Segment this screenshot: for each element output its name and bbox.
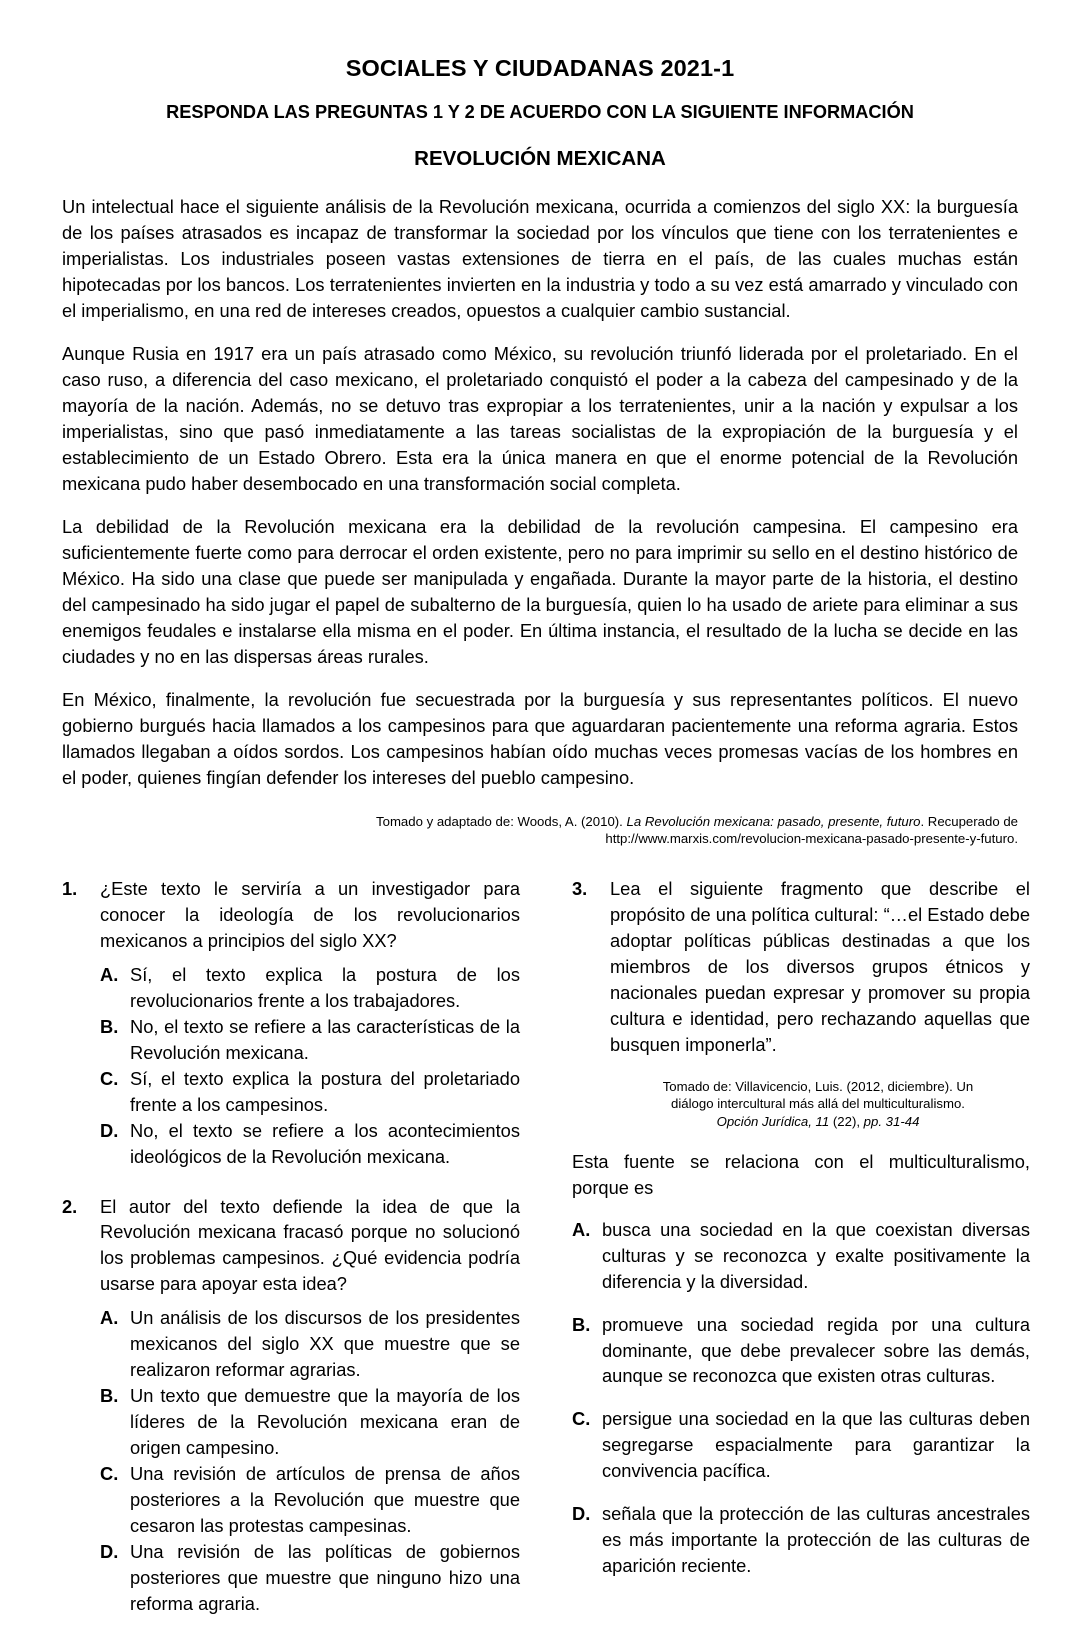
source-line-1	[62, 813, 1018, 831]
section-title: REVOLUCIÓN MEXICANA	[414, 146, 666, 170]
reading-passage	[62, 194, 1018, 790]
source-line-1: Tomado de: Villavicencio, Luis. (2012, diciembre). Un	[662, 1078, 974, 1094]
question-1-text: ¿Este texto le serviría a un investigador para conocer la ideología de los revolucionarios mexicanos a principios del siglo XX?	[100, 877, 520, 951]
option-letter: D.	[100, 1119, 119, 1141]
option-2-b[interactable]	[100, 1383, 520, 1461]
questions-columns	[62, 876, 1030, 1617]
option-letter: C.	[572, 1408, 591, 1430]
question-3-number: 3.	[572, 877, 588, 899]
option-text: Una revisión de artículos de prensa de años posteriores a la Revolución que muestre que cesaron las protestas campesinas.	[130, 1463, 520, 1537]
question-3-stem	[572, 876, 1030, 1058]
source-prefix: Tomado y adaptado de: Woods, A. (2010).	[376, 813, 627, 829]
option-3-c[interactable]	[572, 1406, 1030, 1484]
journal-pages: pp. 31-44	[863, 1114, 920, 1129]
option-text: busca una sociedad en la que coexistan diversas culturas y se reconozca y exalte positivamente la diferencia y la diversidad.	[602, 1218, 1030, 1292]
question-3	[572, 876, 1030, 1579]
question-2-options	[62, 1305, 520, 1617]
question-1-stem	[62, 876, 520, 954]
option-letter: D.	[100, 1541, 119, 1563]
right-column	[572, 876, 1030, 1617]
question-2-text: El autor del texto defiende la idea de que la Revolución mexicana fracasó porque no solucionó los problemas campesinos. ¿Qué evidencia podría usarse para apoyar esta idea?	[100, 1195, 520, 1295]
option-1-c[interactable]	[100, 1066, 520, 1118]
journal-issue: (22),	[829, 1114, 864, 1129]
option-text: señala que la protección de las culturas ancestrales es más importante la protección de las culturas de aparición reciente.	[602, 1503, 1030, 1577]
question-2-stem	[62, 1194, 520, 1298]
option-1-b[interactable]	[100, 1014, 520, 1066]
passage-paragraph: Aunque Rusia en 1917 era un país atrasado como México, su revolución triunfó liderada por el proletariado. En el caso ruso, a diferencia del caso mexicano, el proletariado conquistó el poder a la cabeza del campesinado y de la mayoría de la nación. Además, no se detuvo tras expropiar a los terratenientes, unir a la nación y expulsar a los imperialistas, sino que pasó inmediatamente a las tareas socialistas de la expropiación de la burguesía y el establecimiento de un Estado Obrero. Esta era la única manera en que el enorme potencial de la Revolución mexicana pudo haber desembocado en una transformación social completa.	[62, 343, 1018, 495]
left-column	[62, 876, 520, 1617]
question-3-options	[572, 1217, 1030, 1580]
option-2-d[interactable]	[100, 1539, 520, 1617]
source-suffix: . Recuperado de	[920, 813, 1018, 829]
option-letter: C.	[100, 1067, 119, 1089]
option-2-c[interactable]	[100, 1461, 520, 1539]
option-text: persigue una sociedad en la que las culturas deben segregarse espacialmente para garantizar la convivencia pacífica.	[602, 1408, 1030, 1482]
option-letter: A.	[100, 1307, 119, 1329]
question-3-source-note	[572, 1078, 1030, 1131]
question-2-number: 2.	[62, 1195, 78, 1217]
instruction-heading: RESPONDA LAS PREGUNTAS 1 Y 2 DE ACUERDO CON LA SIGUIENTE INFORMACIÓN	[166, 101, 914, 122]
source-title-italic: La Revolución mexicana: pasado, presente, futuro	[626, 813, 921, 829]
source-line-2: diálogo intercultural más allá del multiculturalismo.	[671, 1096, 965, 1112]
journal-name: Opción Jurídica, 11	[716, 1114, 830, 1129]
option-2-a[interactable]	[100, 1305, 520, 1383]
option-3-d[interactable]	[572, 1501, 1030, 1579]
source-url: http://www.marxis.com/revolucion-mexicana-pasado-presente-y-futuro.	[605, 831, 1018, 847]
passage-paragraph: En México, finalmente, la revolución fue secuestrada por la burguesía y sus representantes políticos. El nuevo gobierno burgués hacia llamados a los campesinos para que aguardaran pacientemente una reforma agraria. Estos llamados llegaban a oídos sordos. Los campesinos habían oído muchas veces promesas vacías de los hombres en el poder, quienes fingían defender los intereses del pueblo campesino.	[62, 688, 1018, 788]
option-text: promueve una sociedad regida por una cultura dominante, que debe prevalecer sobre las demás, aunque se reconozca que existen otras culturas.	[602, 1313, 1030, 1387]
option-text: Sí, el texto explica la postura de los revolucionarios frente a los trabajadores.	[130, 963, 520, 1011]
question-1-number: 1.	[62, 877, 78, 899]
option-text: No, el texto se refiere a las características de la Revolución mexicana.	[130, 1015, 520, 1063]
question-1	[62, 876, 520, 1170]
option-letter: A.	[572, 1218, 591, 1240]
option-letter: B.	[100, 1385, 119, 1407]
option-3-b[interactable]	[572, 1312, 1030, 1390]
question-1-options	[62, 962, 520, 1170]
option-letter: B.	[572, 1313, 591, 1335]
option-text: Una revisión de las políticas de gobiernos posteriores que muestre que ninguno hizo una reforma agraria.	[130, 1541, 520, 1615]
option-text: Un análisis de los discursos de los presidentes mexicanos del siglo XX que muestre que se realizaron reformar agrarias.	[130, 1307, 520, 1381]
option-text: Sí, el texto explica la postura del proletariado frente a los campesinos.	[130, 1067, 520, 1115]
source-line-3	[612, 1113, 1024, 1131]
question-3-text: Lea el siguiente fragmento que describe el propósito de una política cultural: “…el Estado debe adoptar políticas públicas destinadas a que los miembros de los diversos grupos étnicos y nacionales puedan expresar y promover su propia cultura e identidad, pero rechazando aquellas que busquen imponerla”.	[610, 877, 1030, 1055]
option-letter: B.	[100, 1015, 119, 1037]
page-title: SOCIALES Y CIUDADANAS 2021-1	[345, 55, 735, 81]
question-2	[62, 1194, 520, 1618]
question-3-lead-in: Esta fuente se relaciona con el multiculturalismo, porque es	[572, 1150, 1030, 1198]
passage-paragraph: La debilidad de la Revolución mexicana era la debilidad de la revolución campesina. El campesino era suficientemente fuerte como para derrocar el orden existente, pero no para imprimir su sello en el destino histórico de México. Ha sido una clase que puede ser manipulada y engañada. Durante la mayor parte de la historia, el destino del campesinado ha sido jugar el papel de subalterno de la burguesía, quien lo ha usado de ariete para eliminar a sus enemigos feudales e instalarse ella misma en el poder. En última instancia, el resultado de la lucha se decide en las ciudades y no en las dispersas áreas rurales.	[62, 516, 1018, 667]
passage-source-note	[62, 813, 1018, 848]
option-letter: C.	[100, 1463, 119, 1485]
option-3-a[interactable]	[572, 1217, 1030, 1295]
passage-paragraph: Un intelectual hace el siguiente análisis de la Revolución mexicana, ocurrida a comienzos del siglo XX: la burguesía de los países atrasados es incapaz de transformar la sociedad por los vínculos que tiene con los terratenientes e imperialistas. Los industriales poseen vastas extensiones de tierra en el país, de las cuales muchas están hipotecadas por los bancos. Los terratenientes invierten en la industria y todo a su vez está amarrado y vinculado con el imperialismo, en una red de intereses creados, opuestos a cualquier cambio sustancial.	[62, 196, 1018, 322]
option-text: Un texto que demuestre que la mayoría de los líderes de la Revolución mexicana eran de origen campesino.	[130, 1385, 520, 1459]
option-1-a[interactable]	[100, 962, 520, 1014]
option-text: No, el texto se refiere a los acontecimientos ideológicos de la Revolución mexicana.	[130, 1119, 520, 1167]
option-letter: A.	[100, 963, 119, 985]
option-1-d[interactable]	[100, 1118, 520, 1170]
option-letter: D.	[572, 1503, 591, 1525]
